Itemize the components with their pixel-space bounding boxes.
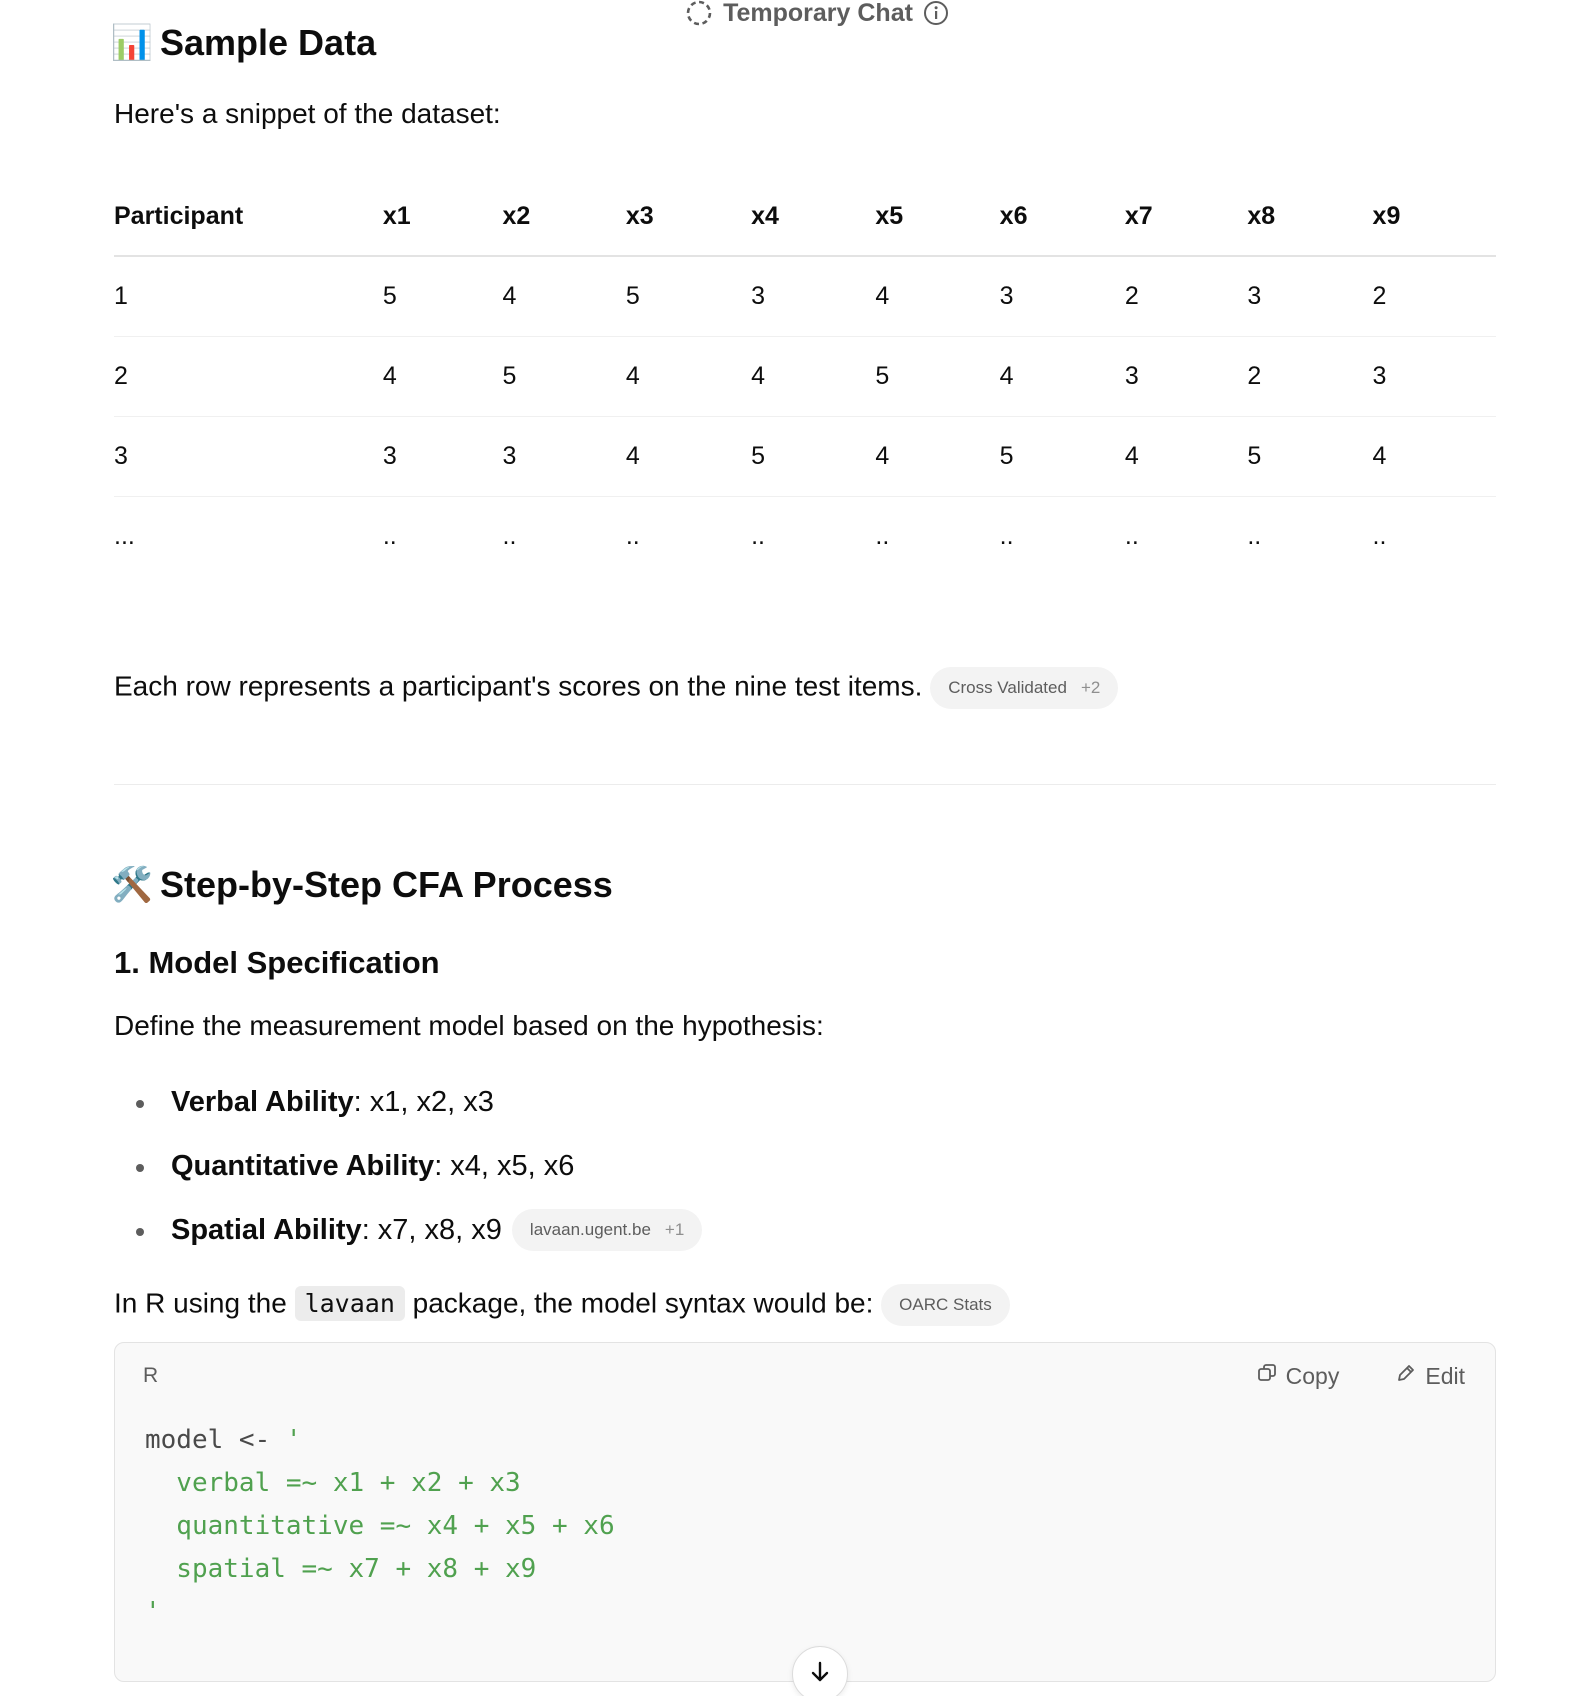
table-cell: 2 [1247,336,1372,416]
code-line: quantitative =~ x4 + x5 + x6 [145,1511,615,1541]
table-cell: 4 [1125,416,1247,496]
table-cell: 1 [114,256,383,336]
table-cell: 4 [383,336,503,416]
code-string: ' [285,1425,302,1455]
code-line: model <- [145,1425,286,1455]
table-cell: 5 [503,336,626,416]
table-cell: 3 [114,416,383,496]
factor-items: : x4, x5, x6 [434,1149,575,1182]
table-cell: 5 [626,256,751,336]
citation-more-count: +1 [664,1220,685,1239]
factor-items: : x1, x2, x3 [353,1085,494,1118]
code-block [114,1342,1496,1682]
factor-label: Verbal Ability [171,1085,354,1118]
info-icon[interactable] [923,0,949,26]
column-header: x3 [626,178,751,256]
table-cell: 4 [503,256,626,336]
table-cell: .. [751,521,765,550]
sample-summary [114,667,1118,709]
syntax-intro-prefix: In R using the [114,1287,287,1319]
table-cell: 3 [1125,336,1247,416]
code-block-header [115,1343,1495,1409]
table-row [114,496,1496,576]
citation-label: OARC Stats [899,1295,992,1314]
sample-data-table [114,178,1496,576]
cfa-process-heading-text: Step-by-Step CFA Process [160,864,613,905]
table-cell: 2 [1125,256,1247,336]
copy-button[interactable] [1256,1362,1340,1390]
table-cell: .. [502,521,517,550]
list-item [114,1198,702,1262]
column-header: x4 [751,178,875,256]
table-cell: .. [999,521,1014,550]
table-cell: 3 [1373,336,1496,416]
model-intro: Define the measurement model based on the hypothesis: [114,1010,824,1041]
code-language-label: R [143,1364,159,1387]
sample-summary-text: Each row represents a participant's scores on the nine test items. [114,670,923,702]
citation-label: Cross Validated [948,678,1067,697]
table-cell: 4 [751,336,875,416]
column-header: x6 [1000,178,1125,256]
inline-code-lavaan: lavaan [295,1286,405,1321]
table-cell: 4 [875,416,999,496]
table-cell: 5 [383,256,503,336]
column-header: x9 [1373,178,1496,256]
table-row [114,336,1496,416]
list-item [114,1070,702,1134]
table-cell: 3 [503,416,626,496]
table-cell: 3 [1000,256,1125,336]
table-cell: 4 [1000,336,1125,416]
citation-chip-cross-validated[interactable] [930,667,1118,709]
citation-chip-oarc[interactable] [881,1284,1010,1326]
table-row [114,256,1496,336]
column-header: x1 [383,178,503,256]
sample-data-heading [110,22,377,64]
factor-list [114,1070,702,1262]
table-header-row [114,178,1496,256]
column-header: x8 [1247,178,1372,256]
factor-label: Quantitative Ability [171,1149,435,1182]
model-specification-heading: 1. Model Specification [114,945,440,980]
table-cell: 2 [114,336,383,416]
citation-more-count: +2 [1080,678,1101,697]
sample-intro: Here's a snippet of the dataset: [114,98,501,129]
temporary-chat-icon [685,0,713,27]
copy-label: Copy [1285,1362,1340,1389]
scroll-to-bottom-button[interactable] [792,1646,848,1696]
column-header: x5 [875,178,999,256]
citation-chip-lavaan[interactable] [512,1209,702,1251]
table-row [114,416,1496,496]
column-header: x7 [1125,178,1247,256]
syntax-intro-suffix: package, the model syntax would be: [412,1287,874,1319]
edit-button[interactable] [1395,1362,1465,1390]
table-cell: 5 [1000,416,1125,496]
copy-icon [1256,1362,1278,1390]
temporary-chat-indicator[interactable] [685,0,949,28]
code-content [115,1409,1495,1644]
code-line: spatial =~ x7 + x8 + x9 [145,1554,537,1584]
syntax-intro [114,1284,1010,1326]
factor-items: : x7, x8, x9 [361,1213,502,1246]
table-cell: 4 [875,256,999,336]
table-cell: .. [625,521,640,550]
citation-label: lavaan.ugent.be [529,1220,651,1239]
edit-label: Edit [1425,1362,1465,1389]
table-cell: 5 [875,336,999,416]
table-cell: 4 [626,416,751,496]
list-item [114,1134,702,1198]
table-cell: 2 [1373,256,1496,336]
tools-icon: 🛠️ [110,866,154,904]
factor-label: Spatial Ability [171,1213,362,1246]
code-line: verbal =~ x1 + x2 + x3 [145,1468,521,1498]
table-cell: 5 [751,416,875,496]
table-cell: 4 [626,336,751,416]
table-cell: 5 [1247,416,1372,496]
section-divider [114,784,1496,785]
table-cell: 3 [1247,256,1372,336]
table-cell: .. [1372,521,1387,550]
table-cell: 3 [751,256,875,336]
column-header: Participant [114,178,383,256]
table-cell: 4 [1373,416,1496,496]
edit-icon [1395,1362,1417,1390]
table-cell: .. [1124,521,1139,550]
column-header: x2 [503,178,626,256]
code-line: ' [145,1597,161,1627]
table-cell: 3 [383,416,503,496]
cfa-process-heading [110,864,613,906]
table-cell: .. [382,521,397,550]
code-actions [1256,1362,1465,1390]
table-cell: ... [114,521,135,550]
sample-data-heading-text: Sample Data [160,22,377,63]
table-cell: .. [875,521,890,550]
arrow-down-icon [807,1659,833,1690]
bar-chart-icon: 📊 [110,24,154,62]
temporary-chat-label: Temporary Chat [723,0,913,27]
table-cell: .. [1247,521,1262,550]
